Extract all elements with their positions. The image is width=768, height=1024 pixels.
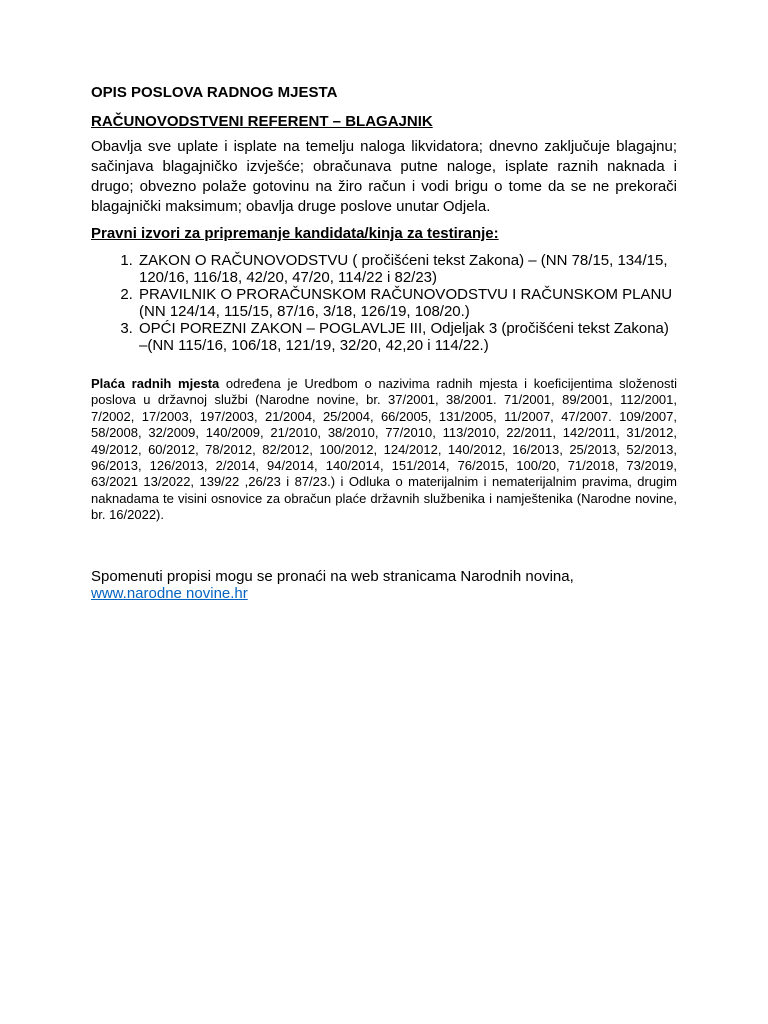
salary-text: određena je Uredbom o nazivima radnih mjesta i koeficijentima složenosti poslova u državnoj službi (Narodne novine, br. 37/2001, 38/2001. 71/2001, 89/2001, 112/2001, 7/2002, 17/2003, 197/2003, 21/2004, 25/2004, 66/2005, 131/2005, 11/2007, 47/2007. 109/2007, 58/2008, 32/2009, 140/2009, 21/2010, 38/2010, 77/2010, 113/2010, 22/2011, 142/2011, 31/2012, 49/2012, 60/2012, 78/2012, 82/2012, 100/2012, 124/2012, 140/2012, 16/2013, 25/2013, 52/2013, 96/2013, 126/2013, 2/2014, 94/2014, 140/2014, 151/2014, 76/2015, 100/20, 71/2018, 73/2019, 63/2021 13/2022, 139/22 ,26/23 i 87/23.) i Odluka o materijalnim i nematerijalnim pravima, drugim naknadama te visini osnovice za obračun plaće državnih službenika i namještenika (Narodne novine, br. 16/2022). [91,376,677,523]
sources-heading: Pravni izvori za pripremanje kandidata/kinja za testiranje: [91,225,499,242]
source-item: 3. OPĆI POREZNI ZAKON – POGLAVLJE III, Odjeljak 3 (pročišćeni tekst Zakona) –(NN 115/16, 106/18, 121/19, 32/20, 42,20 i 114/22.) [137,320,677,354]
salary-paragraph [91,376,677,524]
position-title: RAČUNOVODSTVENI REFERENT – BLAGAJNIK [91,113,433,130]
footer-text: Spomenuti propisi mogu se pronaći na web stranicama Narodnih novina, [91,567,574,585]
document-body [91,84,677,602]
narodne-novine-link[interactable]: www.narodne novine.hr [91,584,248,602]
job-description: Obavlja sve uplate i isplate na temelju naloga likvidatora; dnevno zaključuje blagajnu; sačinjava blagajničko izvješće; obračunava putne naloge, isplate raznih naknada i drugo; obvezno polaže gotovinu na žiro račun i vodi brigu o tome da se ne prekorači blagajnički maksimum; obavlja druge poslove unutar Odjela. [91,138,677,215]
footer-note [91,568,677,602]
sources-list [91,252,677,354]
salary-lead: Plaća radnih mjesta [91,376,220,391]
source-item: 1. ZAKON O RAČUNOVODSTVU ( pročišćeni tekst Zakona) – (NN 78/15, 134/15, 120/16, 116/18, 42/20, 47/20, 114/22 i 82/23) [137,252,677,286]
document-title: OPIS POSLOVA RADNOG MJESTA [91,84,338,101]
source-item: 2. PRAVILNIK O PRORAČUNSKOM RAČUNOVODSTVU I RAČUNSKOM PLANU (NN 124/14, 115/15, 87/16, 3/18, 126/19, 108/20.) [137,286,677,320]
